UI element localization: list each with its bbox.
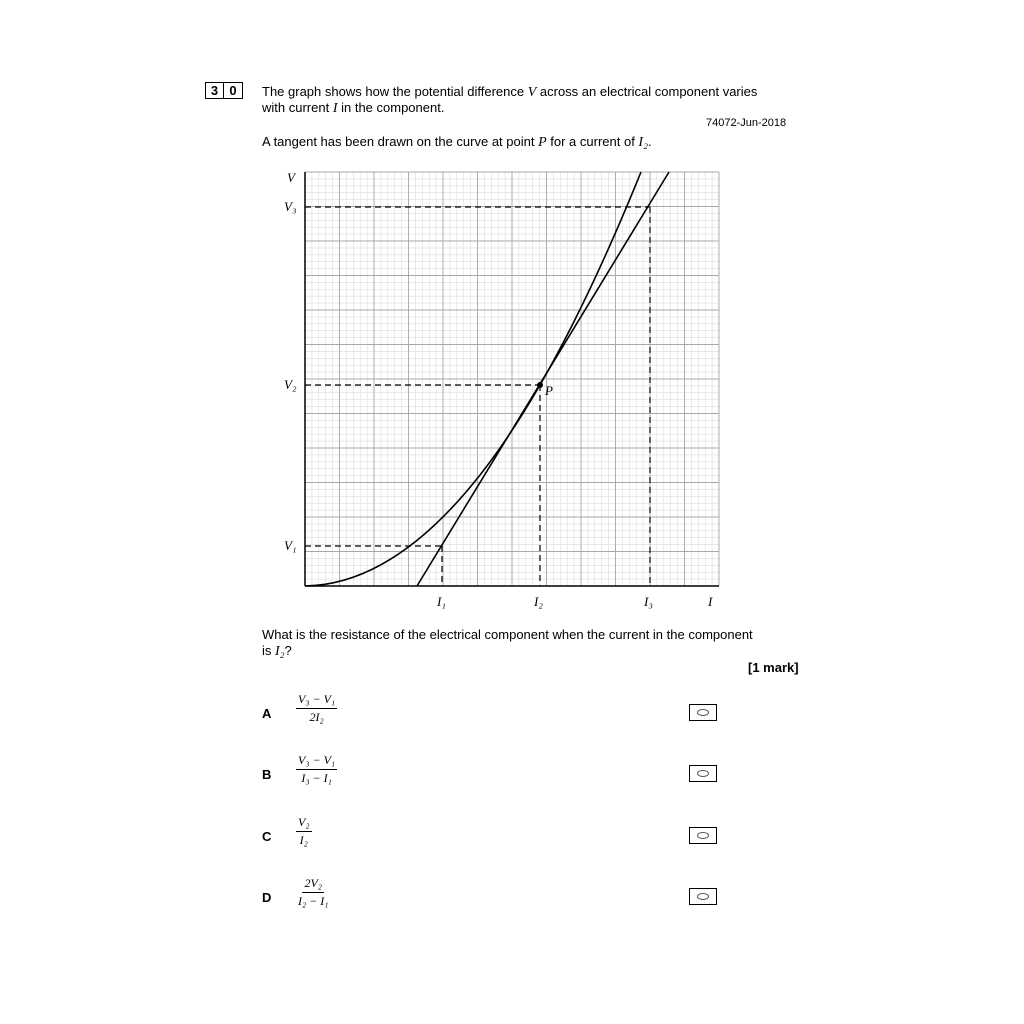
option-d-fraction [296,876,330,909]
denominator: 2I₂ [309,710,324,724]
option-letter: B [262,767,272,782]
answer-box-a[interactable] [689,704,717,721]
option-letter: A [262,706,272,721]
answer-box-b[interactable] [689,765,717,782]
y-axis-label: V [287,170,295,185]
numerator: 2V₂ [302,876,324,893]
point-p-label: P [545,383,553,398]
y-tick-label-v3: V₃ [284,199,297,214]
tangent-var-p: P [538,135,547,150]
question-number-digit: 3 [205,82,224,99]
oval-icon [697,709,709,716]
intro-text: in the component. [337,100,445,115]
prompt-text: is [262,643,275,658]
denominator: I₂ [299,833,308,847]
x-tick-label-i2: I₂ [534,594,543,609]
intro-text: with current [262,100,333,115]
answer-box-d[interactable] [689,888,717,905]
y-tick-label-v1: V₁ [284,538,297,553]
prompt-line2 [262,643,292,660]
intro-text: The graph shows how the potential difference [262,84,528,99]
numerator: V₂ [296,815,312,832]
denominator: I₂ − I₁ [298,894,329,908]
tangent-text: A tangent has been drawn on the curve at point [262,134,539,149]
x-axis-label: I [708,594,713,609]
tangent-text: . [647,134,652,149]
oval-icon [697,893,709,900]
mark-allocation: [1 mark] [748,660,799,675]
intro-text: across an electrical component varies [536,84,758,99]
prompt-line1: What is the resistance of the electrical component when the current in the component [262,627,753,642]
answer-box-c[interactable] [689,827,717,844]
option-a-fraction [296,692,337,725]
oval-icon [697,832,709,839]
point-p-marker [537,382,543,388]
oval-icon [697,770,709,777]
option-b-fraction [296,753,337,786]
option-letter: C [262,829,272,844]
prompt-var-i2: I₂ [275,644,285,659]
question-number-digit: 0 [224,82,243,99]
option-letter: D [262,890,272,905]
tangent-text: for a current of [546,134,639,149]
y-tick-label-v2: V₂ [284,377,297,392]
paper-reference: 74072-Jun-2018 [706,117,787,129]
numerator: V₃ − V₁ [296,753,337,770]
tangent-var-i2: I₂ [638,135,648,150]
x-tick-label-i3: I₃ [644,594,653,609]
numerator: V₃ − V₁ [296,692,337,709]
intro-var-i: I [332,101,338,116]
intro-var-v: V [527,85,537,100]
denominator: I₃ − I₁ [301,771,332,785]
x-tick-label-i1: I₁ [437,594,446,609]
prompt-text: ? [284,643,292,658]
option-c-fraction [296,815,312,848]
